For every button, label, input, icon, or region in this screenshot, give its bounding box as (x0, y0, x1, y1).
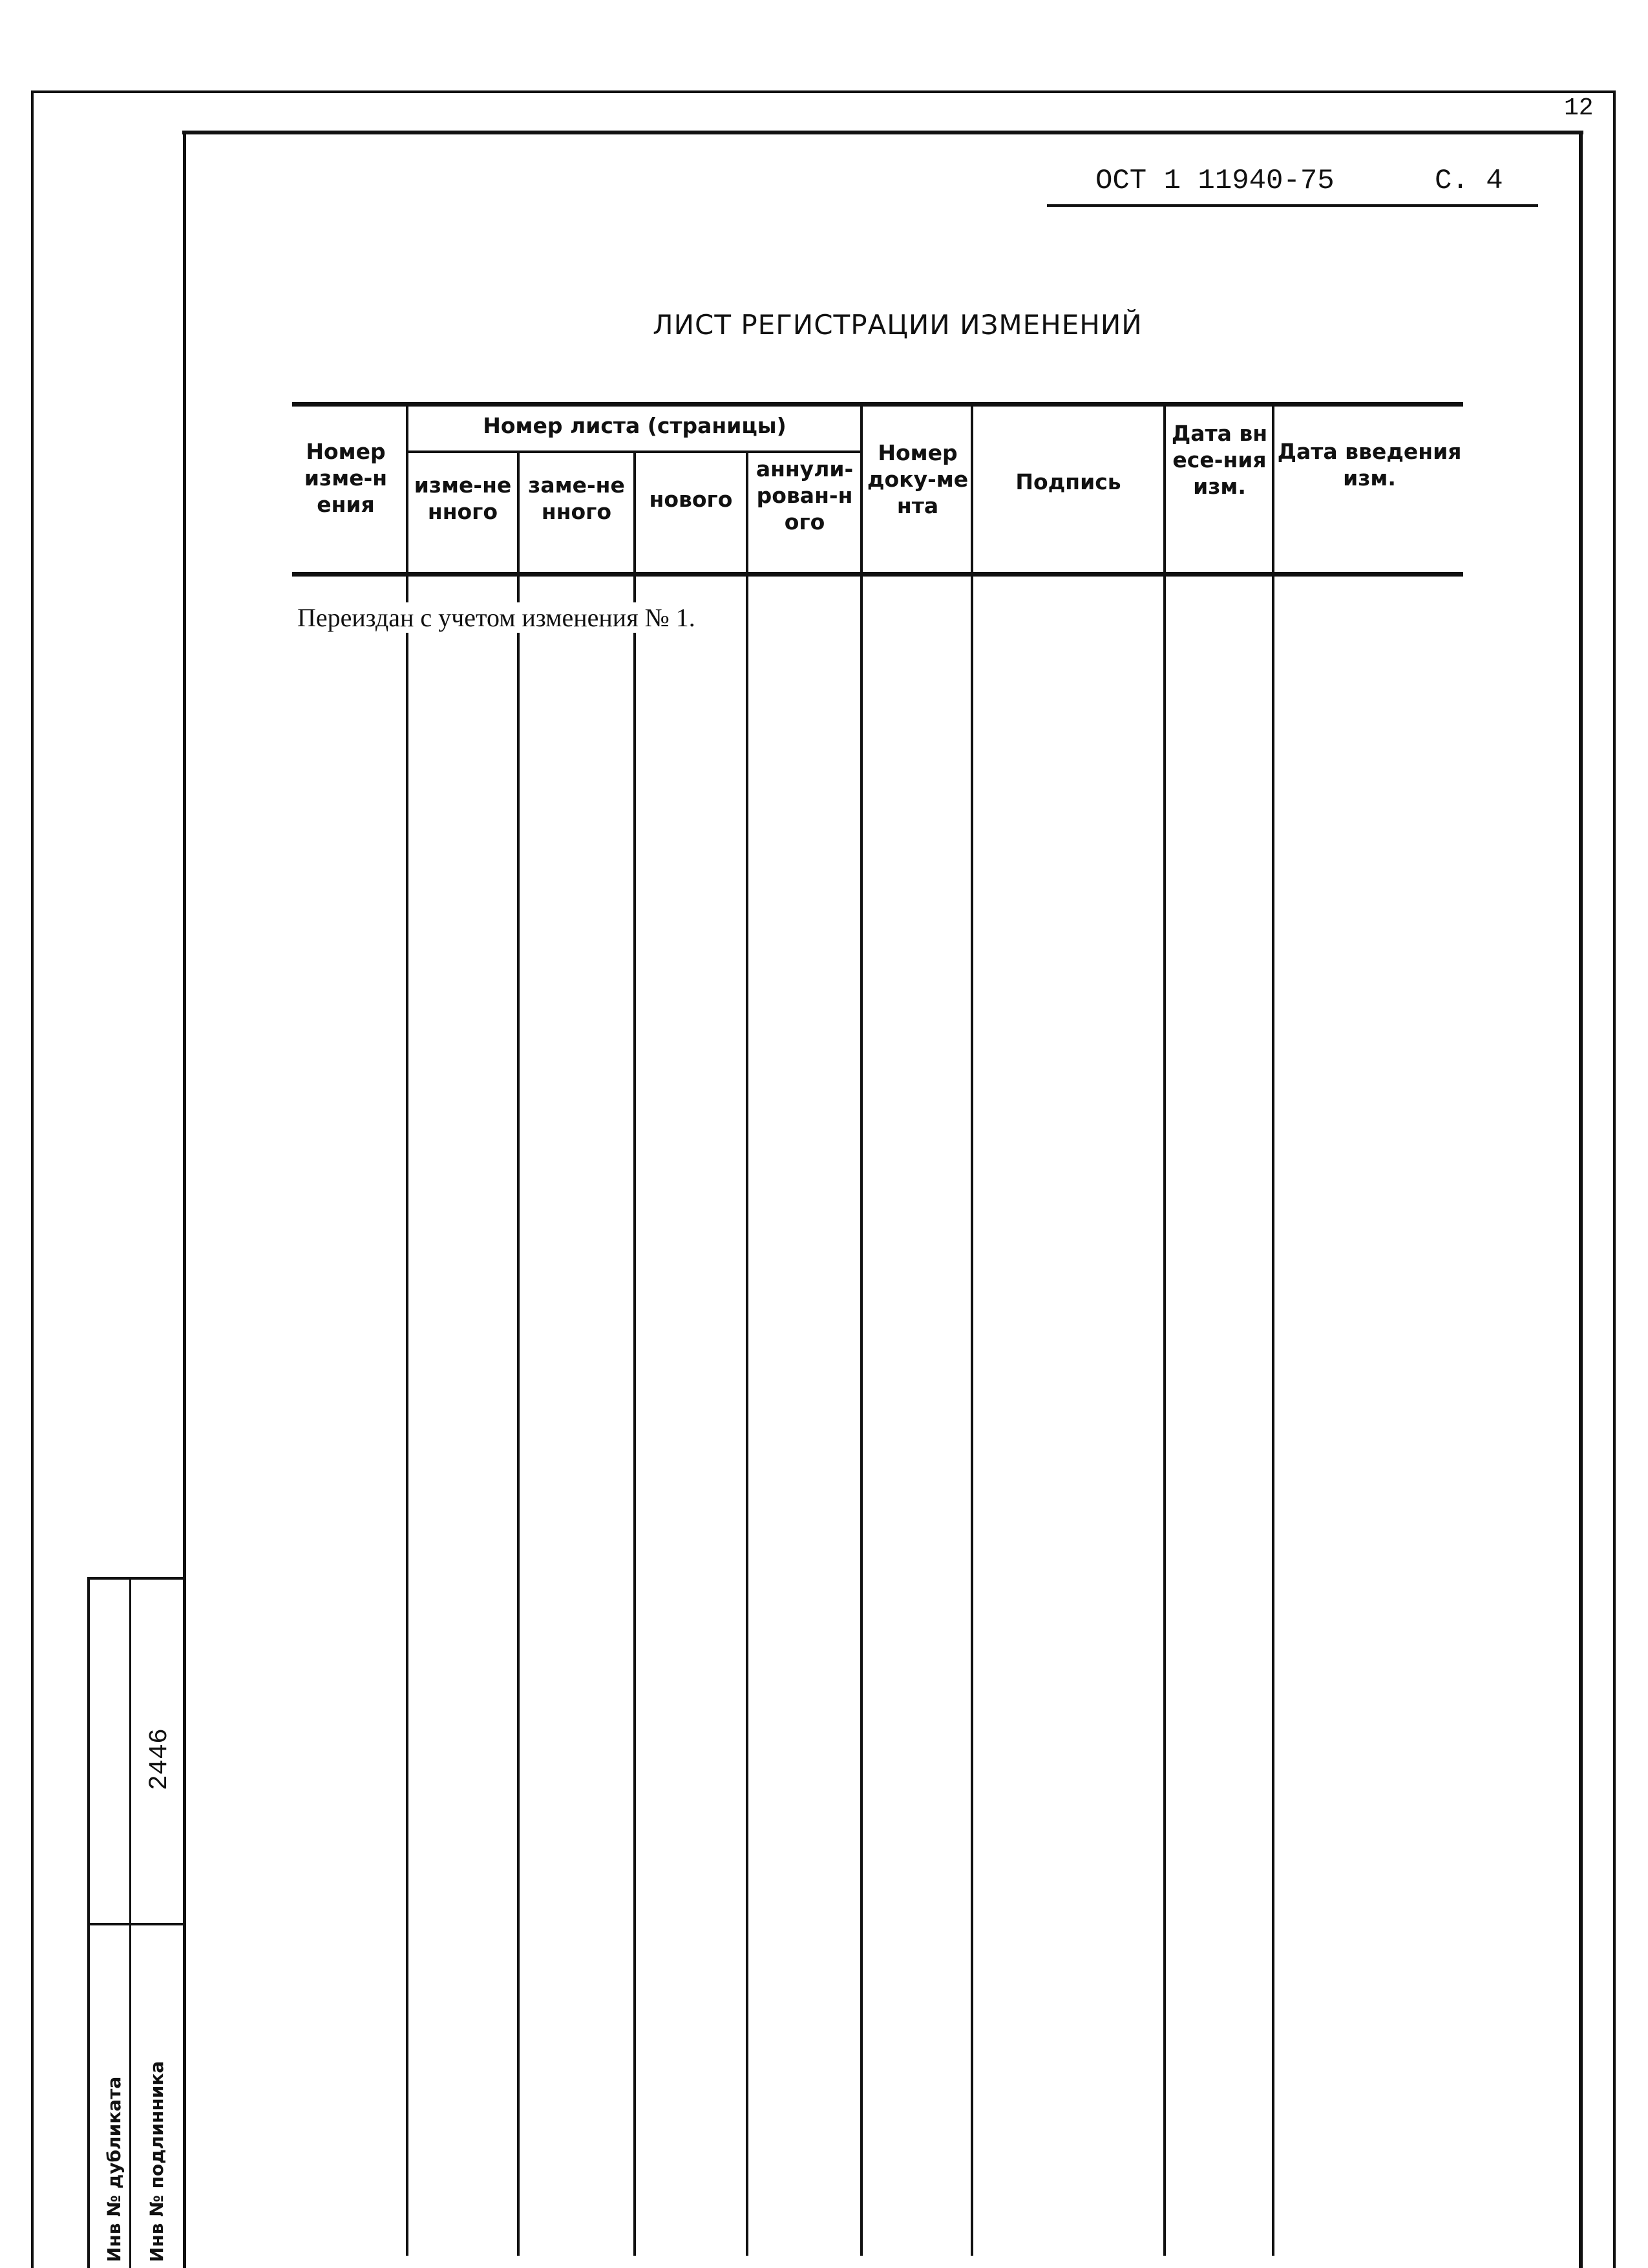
column-divider-6 (971, 405, 973, 2256)
outer-frame-left (31, 90, 34, 2268)
inner-frame-right (1579, 131, 1583, 2268)
table-top-rule (292, 402, 1463, 407)
stamp-inventory-duplicate-label: Инв № дубликата (103, 2076, 125, 2262)
column-header-new: нового (649, 487, 733, 512)
stamp-top (87, 1577, 184, 1580)
column-divider-4 (746, 450, 748, 2256)
column-header-replaced: заме-ненного (528, 472, 625, 524)
column-header-changed: изме-ненного (414, 472, 512, 524)
header-underline (1047, 204, 1538, 207)
stamp-inventory-original-value: 2446 (145, 1728, 174, 1790)
group-header-sheet-number: Номер листа (страницы) (483, 413, 787, 438)
column-divider-2 (517, 450, 520, 2256)
outer-frame-right (1613, 90, 1616, 2268)
column-divider-7 (1163, 405, 1166, 2256)
column-divider-8 (1272, 405, 1274, 2256)
column-header-change-number: Номер изме-нения (304, 439, 388, 517)
column-header-signature: Подпись (1015, 469, 1121, 494)
inner-frame-left (183, 131, 186, 2268)
page-number: 12 (1564, 94, 1594, 122)
column-divider-5 (860, 405, 863, 2256)
reissue-note: Переиздан с учетом изменения № 1. (297, 602, 699, 633)
stamp-inventory-original-label: Инв № подлинника (146, 2061, 167, 2262)
document-code: ОСТ 1 11940-75 (1095, 165, 1335, 197)
column-divider-1 (406, 405, 408, 2256)
column-header-annulled: аннули-рован-ного (755, 456, 854, 535)
column-header-entry-date: Дата внесе-ния изм. (1171, 421, 1268, 499)
column-divider-3 (633, 450, 636, 2256)
column-header-document-number: Номер доку-мента (867, 440, 969, 518)
inner-frame-top (182, 131, 1583, 134)
page-title: ЛИСТ РЕГИСТРАЦИИ ИЗМЕНЕНИЙ (653, 309, 1143, 341)
column-header-effective-date: Дата введения изм. (1277, 439, 1462, 491)
page-reference: С. 4 (1435, 165, 1503, 197)
stamp-cross-rule (87, 1923, 184, 1925)
table-header-bottom-rule (292, 572, 1463, 577)
outer-frame-top (31, 90, 1614, 93)
